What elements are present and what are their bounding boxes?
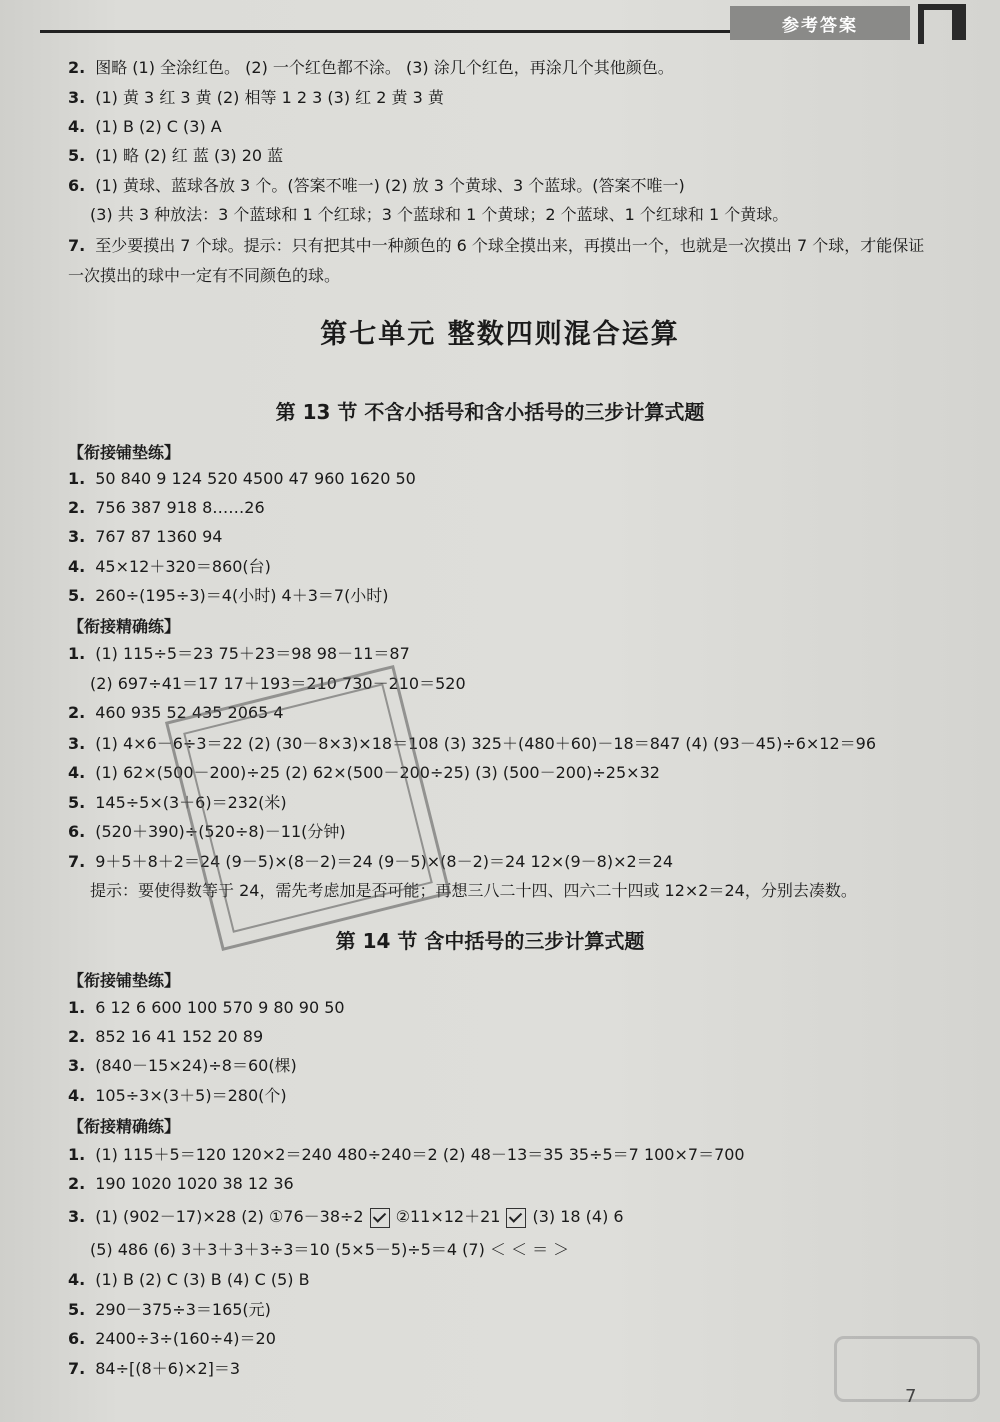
answer-line: 一次摸出的球中一定有不同颜色的球。 (68, 266, 341, 285)
unit-title: 第七单元 整数四则混合运算 (320, 319, 680, 350)
answer-line: 7. 至少要摸出 7 个球。提示：只有把其中一种颜色的 6 个球全摸出来，再摸出一个，也就是一次摸出 7 个球，才能保证 (68, 236, 925, 255)
check-box-icon (506, 1208, 526, 1228)
answer-line: 2. 756 387 918 8……26 (68, 498, 265, 517)
answer-line: 3. 767 87 1360 94 (68, 527, 223, 546)
answer-line: 5. 260÷(195÷3)＝4(小时) 4＋3＝7(小时) (68, 586, 389, 605)
corner-mark-bar-icon (952, 4, 966, 40)
answer-line: 6. (1) 黄球、蓝球各放 3 个。(答案不唯一) (2) 放 3 个黄球、3 个蓝球。(答案不唯一) (68, 176, 685, 195)
header-rule (40, 30, 730, 33)
answer-line: 4. 45×12＋320＝860(台) (68, 557, 271, 576)
answer-line: 4. 105÷3×(3＋5)＝280(个) (68, 1086, 287, 1105)
section-label: 【衔接精确练】 (68, 617, 181, 636)
check-box-icon (370, 1208, 390, 1228)
answer-line: 4. (1) B (2) C (3) B (4) C (5) B (68, 1270, 310, 1289)
answer-line: (3) 共 3 种放法：3 个蓝球和 1 个红球；3 个蓝球和 1 个黄球；2 个蓝球、1 个红球和 1 个黄球。 (90, 205, 789, 224)
answer-line: 3. (1) 黄 3 红 3 黄 (2) 相等 1 2 3 (3) 红 2 黄 3 黄 (68, 88, 444, 107)
section-label: 【衔接铺垫练】 (68, 971, 181, 990)
answer-line: 4. (1) B (2) C (3) A (68, 117, 222, 136)
answer-line: 1. 6 12 6 600 100 570 9 80 90 50 (68, 998, 345, 1017)
answer-line: 1. (1) 115＋5＝120 120×2＝240 480÷240＝2 (2) 48－13＝35 35÷5＝7 100×7＝700 (68, 1145, 745, 1164)
answer-line: (5) 486 (6) 3＋3＋3＋3÷3＝10 (5×5－5)÷5＝4 (7) ＜ ＜ ＝ ＞ (90, 1240, 570, 1259)
section-label: 【衔接精确练】 (68, 1117, 181, 1136)
page-number: 7 (905, 1386, 917, 1407)
section-14-title: 第 14 节 含中括号的三步计算式题 (335, 929, 645, 953)
answer-line: 6. 2400÷3÷(160÷4)＝20 (68, 1329, 276, 1348)
answer-line: 5. 290－375÷3＝165(元) (68, 1300, 271, 1319)
hint-line: 提示：要使得数等于 24，需先考虑加是否可能；再想三八二十四、四六二十四或 12×2＝24，分别去凑数。 (90, 881, 857, 900)
answer-line: 1. 50 840 9 124 520 4500 47 960 1620 50 (68, 469, 416, 488)
answer-line: 3. (1) (902－17)×28 (2) ①76－38÷2 ②11×12＋21 (3) 18 (4) 6 (68, 1207, 624, 1226)
answer-line: 7. 84÷[(8＋6)×2]＝3 (68, 1359, 241, 1378)
answer-line: 2. 190 1020 1020 38 12 36 (68, 1174, 294, 1193)
answer-line: (2) 697÷41＝17 17＋193＝210 730－210＝520 (90, 674, 466, 693)
answer-line: 2. 852 16 41 152 20 89 (68, 1027, 264, 1046)
answer-line: 2. 460 935 52 435 2065 4 (68, 703, 284, 722)
section-13-title: 第 13 节 不含小括号和含小括号的三步计算式题 (275, 400, 705, 424)
answer-line: 4. (1) 62×(500－200)÷25 (2) 62×(500－200÷25) (3) (500－200)÷25×32 (68, 763, 660, 782)
answer-line: 1. (1) 115÷5＝23 75＋23＝98 98－11＝87 (68, 644, 410, 663)
answer-line: 5. 145÷5×(3＋6)＝232(米) (68, 793, 287, 812)
header-title: 参考答案 (730, 6, 910, 40)
answer-line: 3. (840－15×24)÷8＝60(棵) (68, 1056, 297, 1075)
section-label: 【衔接铺垫练】 (68, 443, 181, 462)
answer-line: 3. (1) 4×6－6÷3＝22 (2) (30－8×3)×18＝108 (3) 325＋(480＋60)－18＝847 (4) (93－45)÷6×12＝96 (68, 734, 877, 753)
answer-line: 7. 9＋5＋8＋2＝24 (9－5)×(8－2)＝24 (9－5)×(8－2)＝24 12×(9－8)×2＝24 (68, 852, 674, 871)
answer-line: 2. 图略 (1) 全涂红色。 (2) 一个红色都不涂。 (3) 涂几个红色，再涂几个其他颜色。 (68, 58, 674, 77)
answer-line: 5. (1) 略 (2) 红 蓝 (3) 20 蓝 (68, 146, 284, 165)
answer-line: 6. (520＋390)÷(520÷8)－11(分钟) (68, 822, 346, 841)
